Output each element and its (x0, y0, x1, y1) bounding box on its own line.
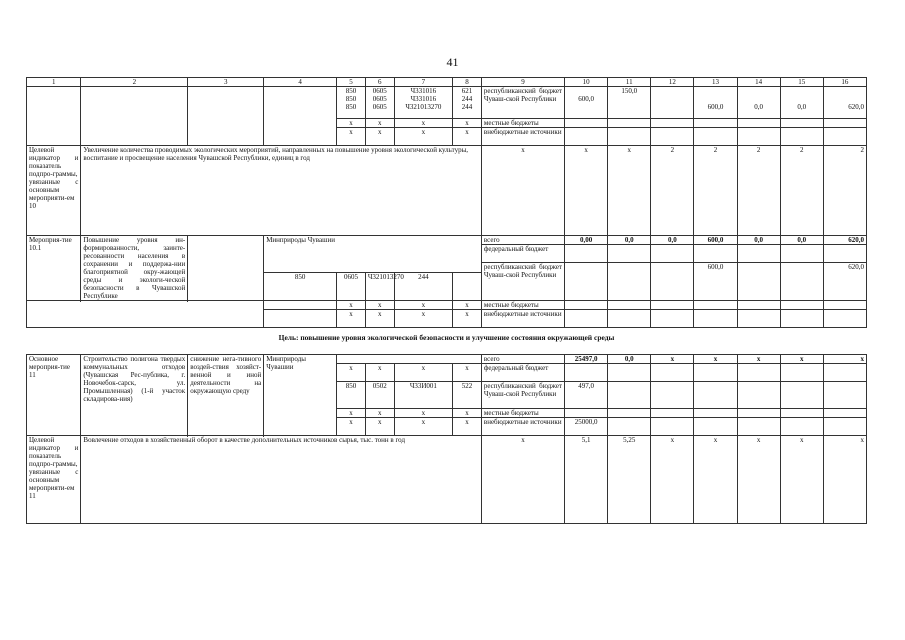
executor-cell: Минприроды Чувашии (264, 355, 337, 436)
header-cell: 1 (27, 78, 81, 87)
row-label: Целевой индикатор и показатель подпро-граммы, увязанные с основным мероприяти-ем 11 (27, 436, 81, 524)
vr-cell: 621 244 244 (453, 87, 482, 119)
measure-name: Строительство полигона твердых коммунальных отходов (Чувашская Рес-публика, г. Новочебок-сарск, ул. Промышленная) (1-й участок складирова-ния) (81, 355, 188, 436)
table-row: 850 0502 Ч33И001 522 республиканский бюджет Чуваш-ской Республики 497,0 (27, 382, 867, 409)
header-cell: 6 (365, 78, 394, 87)
source-cell: федеральный бюджет (481, 245, 564, 263)
executor-cell: Минприроды Чувашии (264, 236, 482, 273)
goal-heading: Цель: повышение уровня экологической безопасности и улучшение состояния окружающей среды (27, 328, 867, 355)
table-row: Мероприя-тие 10.1 Повышение уровня ин-формированности, заинте-ресованности населения в сохранении и поддержа-нии благоприятной окру-жающей среды и экологи-ческой безопасности в Чувашской Республике Минприроды Чувашии всего 0,00 0,0 0,0 600,0 0,0 0,0 620,0 (27, 236, 867, 245)
table-row: Целевой индикатор и показатель подпро-граммы, увязанные с основным мероприяти-ем 11 Вовлечение отходов в хозяйственный оборот в качестве дополнительных источников сырья, тыс. тонн в год x 5,1 5,25 x x x x x (27, 436, 867, 524)
header-row (27, 78, 867, 87)
table-row: республиканский бюджет Чуваш-ской Республики 600,0 620,0 (27, 263, 867, 273)
table-row: Основное мероприя-тие 11 Строительство полигона твердых коммунальных отходов (Чувашская Рес-публика, г. Новочебок-сарск, ул. Промышленная) (1-й участок складирова-ния) снижение нега-тивного воздей-ствия хозяйст-венной и иной деятельности на окружающую среду Минприроды Чувашии всего 25497,0 0,0 x x x x x (27, 355, 867, 364)
header-cell: 12 (651, 78, 694, 87)
row-label: Мероприя-тие 10.1 (27, 236, 81, 301)
code-cell: 850 850 850 (337, 87, 366, 119)
header-cell: 11 (608, 78, 651, 87)
source-cell: федеральный бюджет (481, 364, 564, 382)
header-cell: 10 (565, 78, 608, 87)
budget-table (26, 77, 867, 524)
header-cell: 2 (81, 78, 188, 87)
header-cell: 16 (823, 78, 866, 87)
source-cell: местные бюджеты (481, 409, 564, 418)
header-cell: 4 (264, 78, 337, 87)
table-row: 850 0605 Ч321013270 244 (27, 273, 867, 301)
measure-effect: снижение нега-тивного воздей-ствия хозяйст-венной и иной деятельности на окружающую среду (188, 355, 264, 436)
header-cell: 9 (481, 78, 564, 87)
indicator-text: Вовлечение отходов в хозяйственный оборот в качестве дополнительных источников сырья, тыс. тонн в год (81, 436, 481, 524)
value-cell: 600,0 (565, 87, 608, 119)
header-cell: 8 (453, 78, 482, 87)
source-cell: местные бюджеты (481, 119, 564, 128)
header-cell: 15 (780, 78, 823, 87)
table-row: x x x x внебюджетные источники (27, 128, 867, 146)
header-cell: 13 (694, 78, 737, 87)
value-cell: 0,0 (737, 87, 780, 119)
value-cell: 600,0 (694, 87, 737, 119)
header-cell: 3 (188, 78, 264, 87)
value-cell: 150,0 (608, 87, 651, 119)
table-row: x x x x внебюджетные источники (27, 310, 867, 328)
table-row: Целевой индикатор и показатель подпро-граммы, увязанные с основным мероприяти-ем 10 Увеличение количества проводимых экологических мероприятий, направленных на повышение уровня экологической культуры, воспитание и просвещение населения Чувашской Республики, единиц в год x x x 2 2 2 2 2 (27, 146, 867, 236)
header-cell: 7 (394, 78, 453, 87)
indicator-text: Увеличение количества проводимых экологических мероприятий, направленных на повышение уровня экологической культуры, воспитание и просвещение населения Чувашской Республики, единиц в год (81, 146, 481, 236)
source-cell: всего (481, 236, 564, 245)
measure-name: Повышение уровня ин-формированности, заинте-ресованности населения в сохранении и поддержа-нии благоприятной окру-жающей среды и экологи-ческой безопасности в Чувашской Республике (81, 236, 188, 301)
csr-cell: Ч331016 Ч331016 Ч321013270 (394, 87, 453, 119)
table-row: x x x x местные бюджеты (27, 119, 867, 128)
table-row: x x x x внебюджетные источники 25000,0 (27, 418, 867, 436)
table-row: x x x x федеральный бюджет (27, 364, 867, 382)
value-cell: 0,0 (780, 87, 823, 119)
header-cell: 14 (737, 78, 780, 87)
table-row: x x x x местные бюджеты (27, 409, 867, 418)
source-cell: внебюджетные источники (481, 418, 564, 436)
value-cell: 620,0 (823, 87, 866, 119)
source-cell: республиканский бюджет Чуваш-ской Республики (481, 263, 564, 301)
table-row: x x x x местные бюджеты (27, 301, 867, 310)
source-cell: местные бюджеты (481, 301, 564, 310)
row-label: Целевой индикатор и показатель подпро-граммы, увязанные с основным мероприяти-ем 10 (27, 146, 81, 236)
source-cell: республиканский бюджет Чуваш-ской Республики (481, 87, 564, 119)
section-cell: 0605 0605 0605 (365, 87, 394, 119)
table-row (27, 87, 867, 119)
page-number: 41 (446, 55, 459, 69)
source-cell: внебюджетные источники (481, 310, 564, 328)
goal-row (27, 328, 867, 355)
source-cell: республиканский бюджет Чуваш-ской Республики (481, 382, 564, 409)
source-cell: всего (481, 355, 564, 364)
row-label: Основное мероприя-тие 11 (27, 355, 81, 436)
source-cell: внебюджетные источники (481, 128, 564, 146)
header-cell: 5 (337, 78, 366, 87)
